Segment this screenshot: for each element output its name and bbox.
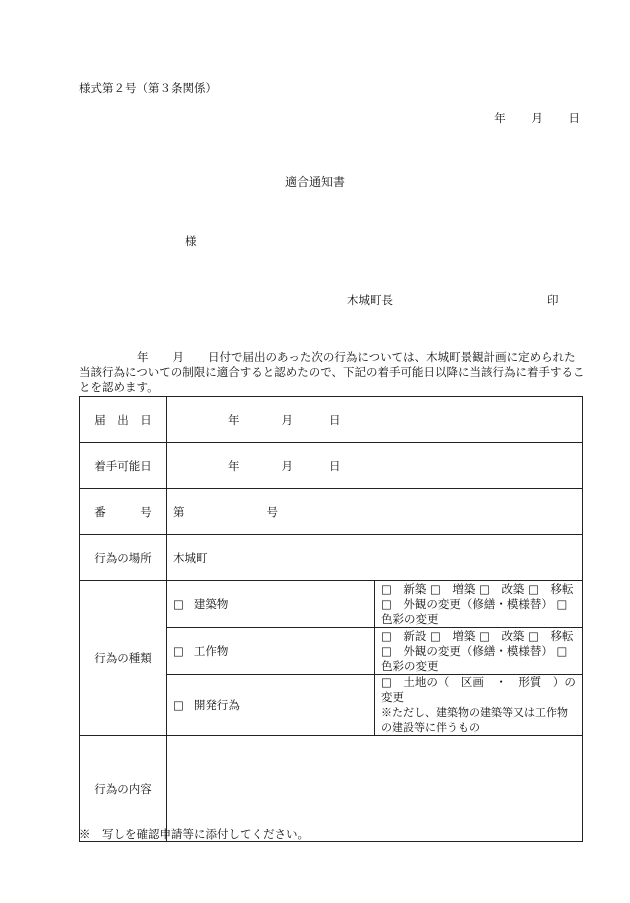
option-label: 土地の（ (403, 675, 450, 689)
number-value (167, 489, 583, 535)
checkbox-icon[interactable]: □ (381, 581, 392, 596)
kind-label: 行為の種類 (80, 581, 167, 736)
number-prefix: 第 (173, 504, 185, 519)
building-checkbox-icon[interactable]: □ (173, 597, 184, 611)
checkbox-icon[interactable]: □ (430, 628, 441, 643)
body-year: 年 (137, 350, 149, 364)
checkbox-icon[interactable]: □ (430, 581, 441, 596)
option-label: 形質 (518, 675, 542, 689)
date-year: 年 (494, 111, 506, 125)
place-value: 木城町 (167, 535, 583, 581)
option-label: 外観の変更（修繕・模様替） (403, 643, 553, 658)
option-label: 新築 (403, 581, 427, 596)
notice-paragraph (79, 350, 587, 395)
kind-development (167, 675, 375, 736)
option-label: 改築 (501, 581, 525, 596)
footnote: ※ 写しを確認申請等に添付してください。 (79, 827, 309, 841)
checkbox-icon[interactable]: □ (381, 596, 392, 611)
option-label: ）の変更 (381, 675, 576, 704)
issuer: 木城町長 (347, 293, 393, 307)
start-date-value (167, 443, 583, 489)
notify-day: 日 (329, 412, 341, 427)
option-label: 外観の変更（修繕・模様替） (403, 596, 553, 611)
checkbox-icon[interactable]: □ (381, 675, 392, 689)
notify-year: 年 (228, 412, 240, 427)
option-label: 色彩の変更 (381, 611, 439, 626)
checkbox-icon[interactable]: □ (556, 596, 568, 611)
seal-mark: 印 (547, 293, 559, 307)
structure-options (375, 628, 583, 675)
notify-month: 月 (281, 412, 293, 427)
checkbox-icon[interactable]: □ (556, 643, 568, 658)
option-label: 新設 (403, 628, 427, 643)
document-title: 適合通知書 (284, 175, 345, 189)
checkbox-icon[interactable]: □ (381, 628, 392, 643)
checkbox-icon[interactable]: □ (528, 628, 539, 643)
kind-building (167, 581, 375, 628)
option-label: 改築 (501, 628, 525, 643)
option-label: 区画 (460, 675, 484, 689)
body-text: 日付で届出のあった次の行為については、木城町景観計画に定められた当該行為についての制限に適合すると認めたので、下記の着手可能日以降に当該行為に着手することを認めます。 (79, 350, 585, 394)
option-label: 色彩の変更 (381, 658, 439, 673)
recipient-suffix: 様 (185, 234, 197, 248)
date-month: 月 (531, 111, 543, 125)
notification-table (79, 396, 583, 842)
kind-structure (167, 628, 375, 675)
checkbox-icon[interactable]: □ (479, 581, 490, 596)
development-checkbox-icon[interactable]: □ (173, 698, 184, 712)
checkbox-icon[interactable]: □ (479, 628, 490, 643)
option-label: 移転 (550, 628, 574, 643)
development-options (375, 675, 583, 736)
checkbox-icon[interactable]: □ (528, 581, 539, 596)
structure-label: 工作物 (193, 644, 229, 658)
option-label: 増築 (452, 581, 476, 596)
number-label: 番 号 (80, 489, 167, 535)
structure-checkbox-icon[interactable]: □ (173, 644, 184, 658)
building-label: 建築物 (193, 597, 229, 611)
building-options (375, 581, 583, 628)
option-label: ・ (495, 675, 507, 689)
option-label: 増築 (452, 628, 476, 643)
start-year: 年 (228, 458, 240, 473)
notify-date-value (167, 397, 583, 443)
checkbox-icon[interactable]: □ (381, 643, 392, 658)
start-date-label: 着手可能日 (80, 443, 167, 489)
form-number: 様式第２号（第３条関係） (79, 81, 217, 95)
start-month: 月 (281, 458, 293, 473)
number-suffix: 号 (266, 504, 278, 519)
place-label: 行為の場所 (80, 535, 167, 581)
content-label: 行為の内容 (80, 736, 167, 842)
date-day: 日 (568, 111, 580, 125)
body-month: 月 (172, 350, 184, 364)
development-label: 開発行為 (193, 698, 240, 712)
development-note: ※ただし、建築物の建築等又は工作物の建設等に伴うもの (381, 706, 568, 734)
issue-date (472, 110, 580, 126)
notify-date-label: 届 出 日 (80, 397, 167, 443)
option-label: 移転 (550, 581, 574, 596)
start-day: 日 (329, 458, 341, 473)
